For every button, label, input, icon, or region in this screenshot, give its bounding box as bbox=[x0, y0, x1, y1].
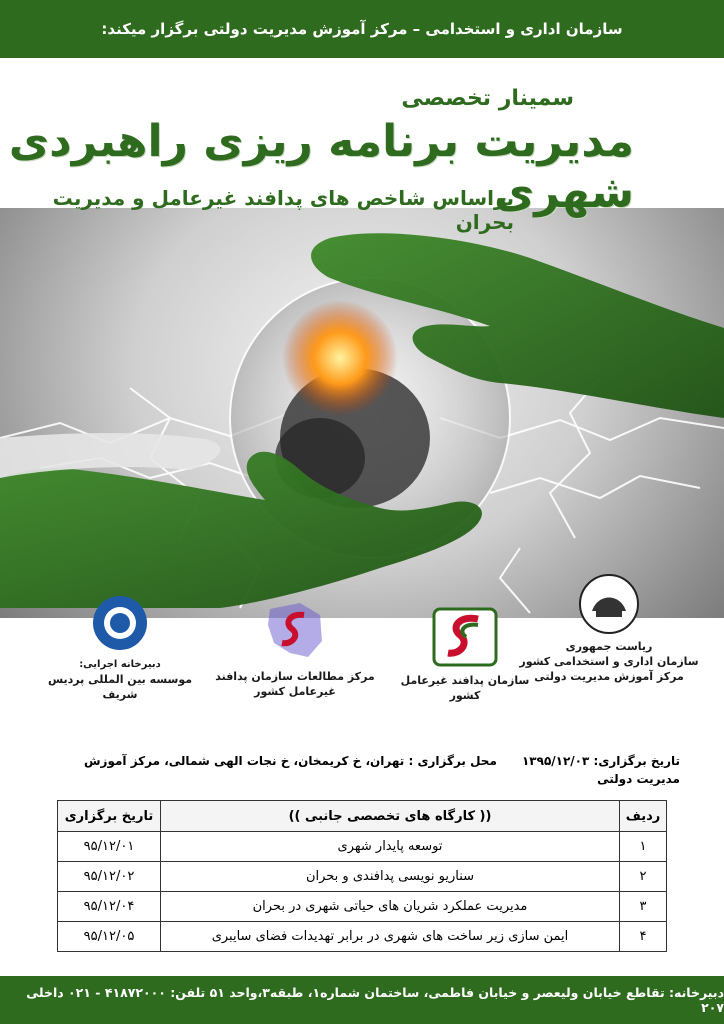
logo-research-center bbox=[205, 595, 385, 699]
table-row bbox=[58, 922, 667, 952]
workshop-title: مدیریت عملکرد شریان های حیاتی شهری در بحران bbox=[161, 892, 620, 922]
venue-value: تهران، خ کریمخان، خ نجات الهی شمالی، مرکز آموزش مدیریت دولتی bbox=[84, 754, 680, 786]
passive-defense-emblem-icon bbox=[430, 605, 500, 669]
seminar-title: مدیریت برنامه ریزی راهبردی شهری bbox=[8, 116, 634, 218]
row-number: ۲ bbox=[620, 862, 667, 892]
footer-address: دبیرخانه: تقاطع خیابان ولیعصر و خیابان فاطمی، ساختمان شماره۱، طبقه۳،واحد ۵۱ تلفن: ۴۱۸۷۲۰۰۰ - ۰۲۱ داخلی ۲۰۷ bbox=[26, 985, 724, 1015]
venue-label: محل برگزاری : bbox=[408, 754, 497, 768]
header-row-number: ردیف bbox=[620, 801, 667, 832]
date-label: تاریخ برگزاری: bbox=[593, 754, 680, 768]
logo-institute-line-2: موسسه بین المللی پردیس شریف bbox=[47, 673, 193, 701]
gear-icon bbox=[90, 593, 150, 653]
workshop-title: ایمن سازی زیر ساخت های شهری در برابر تهدیدات فضای سایبری bbox=[161, 922, 620, 952]
sponsor-logos bbox=[0, 565, 724, 735]
iran-map-emblem-icon bbox=[260, 595, 330, 665]
table-row bbox=[58, 892, 667, 922]
workshops-table bbox=[57, 800, 667, 952]
header-workshop: (( کارگاه های تخصصی جانبی )) bbox=[161, 801, 620, 832]
event-info bbox=[40, 752, 680, 788]
workshop-title: توسعه پایدار شهری bbox=[161, 832, 620, 862]
footer-banner bbox=[0, 976, 724, 1024]
logo-presidency bbox=[514, 573, 704, 684]
explosion-icon bbox=[282, 300, 398, 416]
seminar-subtitle: براساس شاخص های پدافند غیرعامل و مدیریت بحران bbox=[52, 186, 514, 234]
workshop-date: ۹۵/۱۲/۰۵ bbox=[58, 922, 161, 952]
hands-lightning-illustration bbox=[0, 208, 724, 618]
row-number: ۱ bbox=[620, 832, 667, 862]
date-value: ۱۳۹۵/۱۲/۰۳ bbox=[521, 754, 590, 768]
logo-passive-defense-line-1: سازمان پدافند غیرعامل کشور bbox=[400, 674, 530, 702]
row-number: ۳ bbox=[620, 892, 667, 922]
workshop-date: ۹۵/۱۲/۰۱ bbox=[58, 832, 161, 862]
workshop-date: ۹۵/۱۲/۰۴ bbox=[58, 892, 161, 922]
logo-passive-defense bbox=[400, 605, 530, 703]
logo-presidency-line-3: مرکز آموزش مدیریت دولتی bbox=[534, 670, 684, 683]
hero-area bbox=[0, 58, 724, 618]
header-date: تاریخ برگزاری bbox=[58, 801, 161, 832]
table-row bbox=[58, 862, 667, 892]
organizer-line: سازمان اداری و استخدامی – مرکز آموزش مدیریت دولتی برگزار میکند: bbox=[101, 20, 623, 38]
workshop-title: سناریو نویسی پدافندی و بحران bbox=[161, 862, 620, 892]
logo-presidency-line-2: سازمان اداری و استخدامی کشور bbox=[519, 655, 699, 668]
organizer-banner bbox=[0, 0, 724, 58]
logo-presidency-line-1: ریاست جمهوری bbox=[565, 640, 653, 653]
logo-institute bbox=[40, 593, 200, 702]
table-row bbox=[58, 832, 667, 862]
logo-institute-line-1: دبیرخانه اجرایی: bbox=[79, 659, 161, 670]
presidency-emblem-icon bbox=[578, 573, 640, 635]
table-header-row bbox=[58, 801, 667, 832]
workshop-date: ۹۵/۱۲/۰۲ bbox=[58, 862, 161, 892]
logo-research-line-1: مرکز مطالعات سازمان پدافند غیرعامل کشور bbox=[215, 670, 375, 698]
row-number: ۴ bbox=[620, 922, 667, 952]
seminar-label: سمینار تخصصی bbox=[401, 86, 574, 111]
